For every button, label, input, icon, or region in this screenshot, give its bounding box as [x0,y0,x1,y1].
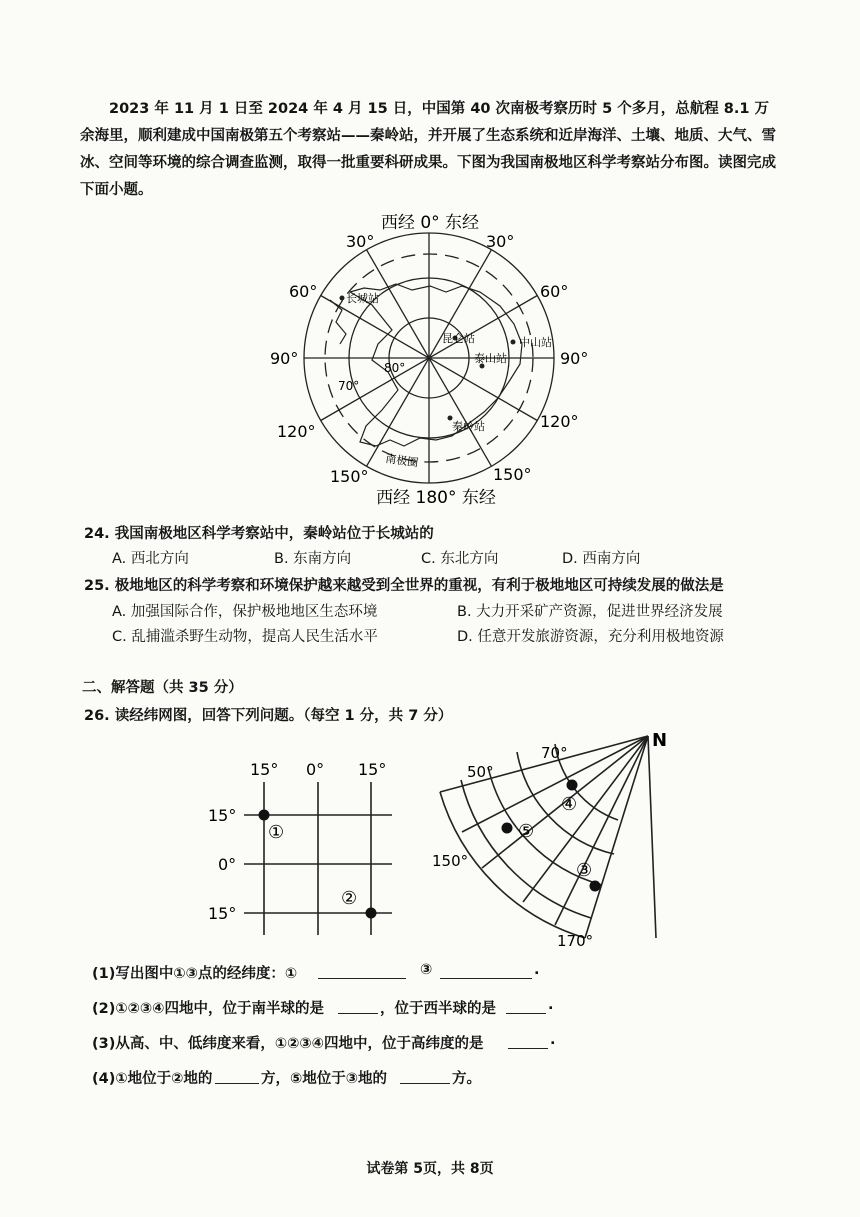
lat-80-label: 80° [384,361,406,375]
q25-option-a[interactable]: A. 加强国际合作，保护极地地区生态环境 [112,604,378,620]
q24-option-a[interactable]: A. 西北方向 [112,551,189,567]
zhongshan-station-marker [511,340,516,345]
sub-question-2-end: . [548,997,554,1013]
q25-option-c[interactable]: C. 乱捕滥杀野生动物，提高人民生活水平 [112,629,378,645]
q24-option-d[interactable]: D. 西南方向 [562,551,641,567]
lon-label-e120: 120° [540,412,579,431]
lon-label-e150: 150° [493,465,532,484]
question-26-stem: 26. 读经纬网图，回答下列问题。（每空 1 分，共 7 分） [84,708,453,724]
lon-label-w30: 30° [346,232,375,251]
q25-option-b[interactable]: B. 大力开采矿产资源，促进世界经济发展 [457,604,723,620]
answer-blank-4[interactable] [506,1013,546,1014]
fan-lon-label-170: 170° [557,932,594,950]
zhongshan-station-label: 中山站 [519,336,552,349]
grid-left-label-n15: 15° [208,806,237,825]
point-5-marker [502,823,513,834]
fan-lon-label-50: 50° [467,763,494,781]
kunlun-station-label: 昆仑站 [442,332,475,345]
changcheng-station-marker [340,296,345,301]
point-2-label: ② [341,888,358,909]
lon-label-e90: 90° [560,349,589,368]
grid-left-label-0: 0° [218,855,237,874]
point-1-label: ① [268,822,285,843]
sub-question-2-text: (2)①②③④四地中，位于南半球的是 [92,1001,324,1017]
q25-option-d[interactable]: D. 任意开发旅游资源，充分利用极地资源 [457,629,724,645]
taishan-station-label: 泰山站 [474,352,507,365]
question-25-stem: 25. 极地地区的科学考察和环境保护越来越受到全世界的重视，有利于极地地区可持续发展的做法是 [84,578,724,594]
answer-blank-6[interactable] [215,1083,259,1084]
lon-label-w60: 60° [289,282,318,301]
sub-question-4-text: (4)①地位于②地的 [92,1071,213,1087]
qinling-station-label: 秦岭站 [452,420,485,433]
sub-question-4-text-b: 方，⑤地位于③地的 [261,1071,388,1087]
point-4-label: ④ [561,794,578,815]
lat-70-label: 70° [338,379,360,393]
changcheng-station-label: 长城站 [346,292,379,305]
antarctic-circle-label: 南极圈 [384,452,420,470]
point-4-marker [567,780,578,791]
answer-blank-1[interactable] [318,978,406,979]
antarctic-station-map [270,200,590,512]
lon-label-w90: 90° [270,349,299,368]
sub-question-4-end: 方。 [452,1071,481,1087]
page-footer: 试卷第 5页，共 8页 [366,1161,494,1177]
sub-question-1-text-b: ③ [420,962,433,978]
sub-question-1-end: . [534,962,540,978]
sub-question-2-text-b: ，位于西半球的是 [380,1001,496,1017]
top-meridian-label: 西经 0° 东经 [380,213,480,233]
lon-label-w120: 120° [277,422,316,441]
fan-lon-label-150: 150° [432,852,469,870]
point-5-label: ⑤ [518,821,535,842]
grid-left-label-s15: 15° [208,904,237,923]
q24-option-c[interactable]: C. 东北方向 [421,551,499,567]
sub-question-1-text: (1)写出图中①③点的经纬度：① [92,966,298,982]
point-1-marker [259,810,270,821]
polar-fan-grid-map [430,725,690,950]
sub-question-3-end: . [550,1032,556,1048]
lon-label-e60: 60° [540,282,569,301]
intro-paragraph: 2023 年 11 月 1 日至 2024 年 4 月 15 日，中国第 40 次南极考察历时 5 个多月，总航程 8.1 万余海里，顺利建成中国南极第五个考察站——秦岭站，并开展了生态系统和近岸海洋、土壤、地质、大气、雪冰、空间等环境的综合调查监测，取得一批重要科研成果。下图为我国南极地区科学考察站分布图。读图完成下面小题。 [80,101,776,198]
bottom-meridian-label: 西经 180° 东经 [376,488,496,508]
lat-lon-grid-map [200,750,420,940]
lon-label-e30: 30° [486,232,515,251]
answer-blank-5[interactable] [508,1048,548,1049]
point-3-marker [590,881,601,892]
q24-option-b[interactable]: B. 东南方向 [274,551,352,567]
answer-blank-2[interactable] [440,978,532,979]
sub-question-3-text: (3)从高、中、低纬度来看，①②③④四地中，位于高纬度的是 [92,1036,484,1052]
section-2-heading: 二、解答题（共 35 分） [82,680,243,696]
grid-top-label-0: 0° [306,760,325,779]
answer-blank-7[interactable] [400,1083,450,1084]
lon-label-w150: 150° [330,467,369,486]
fan-lon-label-70: 70° [541,744,568,762]
grid-top-label-w15: 15° [250,760,279,779]
point-2-marker [366,908,377,919]
answer-blank-3[interactable] [338,1013,378,1014]
grid-top-label-e15: 15° [358,760,387,779]
question-24-stem: 24. 我国南极地区科学考察站中，秦岭站位于长城站的 [84,526,434,542]
north-label: N [652,730,668,751]
point-3-label: ③ [576,860,593,881]
